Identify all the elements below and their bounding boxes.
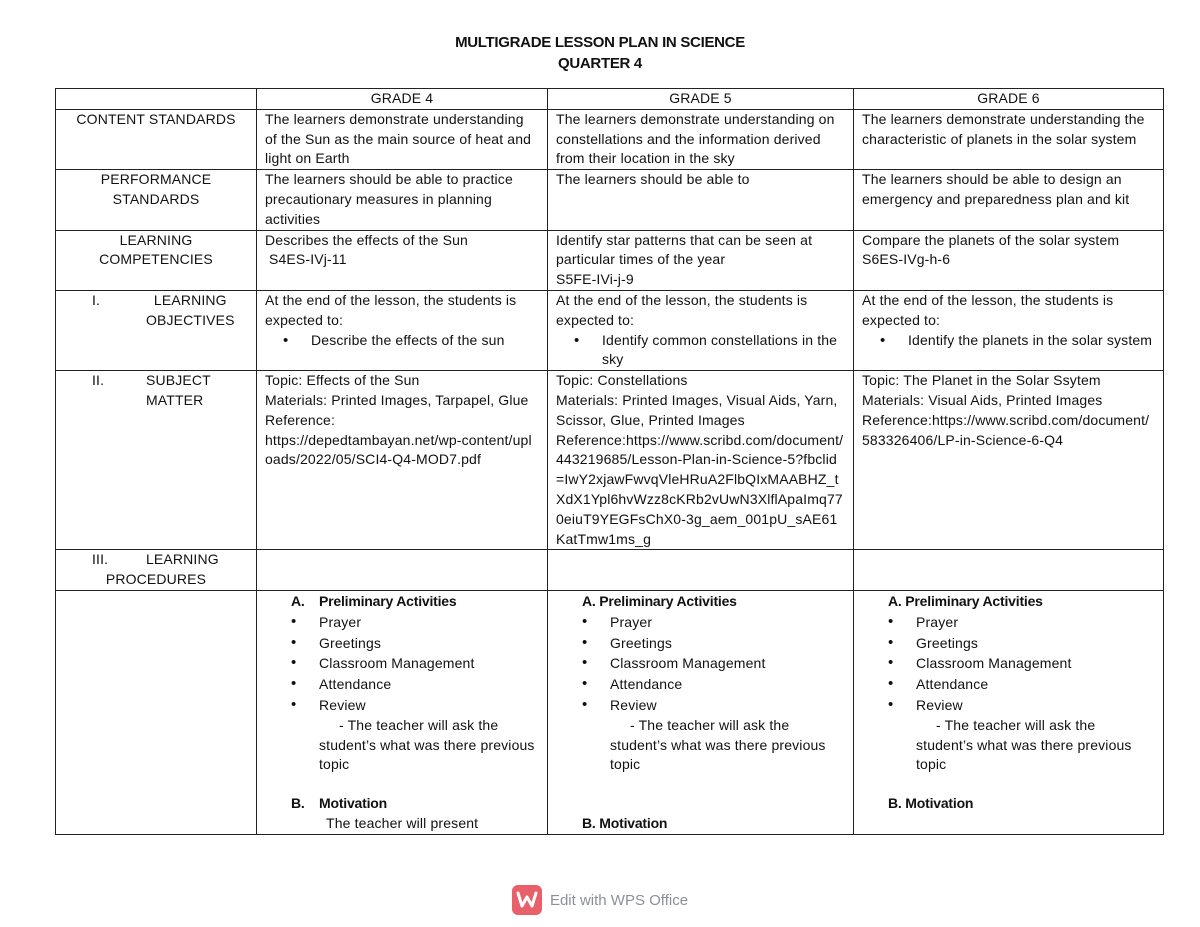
materials: Materials: Visual Aids, Printed Images xyxy=(862,391,1103,408)
label-line: LEARNING xyxy=(119,231,193,248)
section-label: LEARNING xyxy=(146,551,219,568)
subject-matter-grade-6 xyxy=(854,371,1164,550)
activity-item-prayer: • Prayer xyxy=(888,612,1155,633)
objectives-grade-6 xyxy=(854,290,1164,370)
competency-code: S4ES-IVj-11 xyxy=(269,251,347,268)
competencies-grade-5 xyxy=(548,230,854,290)
materials: Materials: Printed Images, Visual Aids, Yarn, Scissor, Glue, Printed Images xyxy=(556,391,838,428)
review-note: - The teacher will ask the student’s what was there previous topic xyxy=(610,716,826,773)
objective-intro: At the end of the lesson, the students is expected to: xyxy=(556,291,808,328)
numbered-label xyxy=(64,371,248,411)
competency-text: Describes the effects of the Sun xyxy=(265,231,468,248)
competencies-grade-6 xyxy=(854,230,1164,290)
row-label-subject-matter xyxy=(56,371,257,550)
activity-item-classroom-management: • Classroom Management xyxy=(888,653,1155,674)
motivation-text: The teacher will present xyxy=(326,814,479,831)
activity-item-prayer: • Prayer xyxy=(291,612,539,633)
activity-item-greetings: • Greetings xyxy=(582,633,845,654)
activities-grade-4 xyxy=(257,590,548,834)
activities-grade-5 xyxy=(548,590,854,834)
label-line: PERFORMANCE xyxy=(100,171,212,188)
reference-link[interactable]: Reference:https://www.scribd.com/document/583326406/LP-in-Science-6-Q4 xyxy=(862,411,1150,448)
activities-grade-6 xyxy=(854,590,1164,834)
competency-text: Identify star patterns that can be seen at particular times of the year xyxy=(556,231,813,268)
content-standards-row xyxy=(56,109,1164,169)
activity-item-classroom-management: • Classroom Management xyxy=(582,653,845,674)
activity-item-greetings: • Greetings xyxy=(888,633,1155,654)
activity-item-attendance: • Attendance xyxy=(888,674,1155,695)
section-heading-b: B. Motivation xyxy=(582,815,668,832)
grade-6-header: GRADE 6 xyxy=(854,89,1164,110)
performance-standards-grade-4: The learners should be able to practice precautionary measures in planning activities xyxy=(257,170,548,230)
objective-intro: At the end of the lesson, the students is expected to: xyxy=(265,291,517,328)
section-label: SUBJECT MATTER xyxy=(146,372,211,408)
review-note: - The teacher will ask the student’s what was there previous topic xyxy=(916,716,1132,773)
row-label-learning-competencies xyxy=(56,230,257,290)
activity-item-greetings: • Greetings xyxy=(291,633,539,654)
section-heading-a: A. Preliminary Activities xyxy=(291,592,457,609)
content-standards-grade-5: The learners demonstrate understanding on constellations and the information derived from their location in the sky xyxy=(548,109,854,169)
document-quarter: QUARTER 4 xyxy=(558,55,642,72)
competencies-grade-4 xyxy=(257,230,548,290)
topic: Topic: The Planet in the Solar Ssytem xyxy=(862,372,1101,389)
activity-item-prayer: • Prayer xyxy=(582,612,845,633)
learning-objectives-row xyxy=(56,290,1164,370)
lesson-plan-table xyxy=(55,88,1164,835)
materials: Materials: Printed Images, Tarpapel, Glue xyxy=(265,391,529,408)
section-label: LEARNING OBJECTIVES xyxy=(146,291,235,328)
row-label-content-standards: CONTENT STANDARDS xyxy=(56,109,257,169)
topic: Topic: Constellations xyxy=(556,372,688,389)
performance-standards-grade-6: The learners should be able to design an emergency and preparedness plan and kit xyxy=(854,170,1164,230)
content-standards-grade-4: The learners demonstrate understanding of the Sun as the main source of heat and light on Earth xyxy=(257,109,548,169)
header-empty-cell xyxy=(56,89,257,110)
numbered-label xyxy=(64,550,248,570)
competency-code: S5FE-IVi-j-9 xyxy=(556,271,634,288)
document-title: MULTIGRADE LESSON PLAN IN SCIENCE xyxy=(455,34,745,51)
reference-link[interactable]: https://depedtambayan.net/wp-content/uploads/2022/05/SCI4-Q4-MOD7.pdf xyxy=(265,431,532,468)
procedures-grade-5-empty xyxy=(548,550,854,591)
wps-footer-text: Edit with WPS Office xyxy=(549,891,689,909)
header-row xyxy=(56,89,1164,110)
row-label-learning-procedures xyxy=(56,550,257,591)
activity-item-review: • Review xyxy=(888,695,1155,716)
objective-item: • Describe the effects of the sun xyxy=(283,331,539,351)
objectives-grade-5 xyxy=(548,290,854,370)
learning-procedures-row xyxy=(56,550,1164,591)
label-line: COMPETENCIES xyxy=(99,251,213,268)
wps-footer[interactable] xyxy=(0,885,1200,915)
section-heading-b: B. Motivation xyxy=(291,795,387,812)
procedures-grade-6-empty xyxy=(854,550,1164,591)
reference-link[interactable]: Reference:https://www.scribd.com/document/443219685/Lesson-Plan-in-Science-5?fbclid=IwY2xjawFwvqVleHRuA2FlbQIxMAABHZ_tXdX1Ypl6hvWzz8cKRb2vUwN3XlflApaImq770eiuT9YEGFsChX0-3g_aem_001pU_sAE61KatTmw1ms_g xyxy=(556,431,844,547)
label-line: PROCEDURES xyxy=(105,571,207,588)
procedures-grade-4-empty xyxy=(257,550,548,591)
activities-row xyxy=(56,590,1164,834)
subject-matter-grade-5 xyxy=(548,371,854,550)
activity-item-review: • Review xyxy=(582,695,845,716)
label-line: STANDARDS xyxy=(112,190,200,207)
row-label-learning-objectives xyxy=(56,290,257,370)
competency-code: S6ES-IVg-h-6 xyxy=(862,251,951,268)
activity-item-attendance: • Attendance xyxy=(291,674,539,695)
numbered-label xyxy=(64,291,248,331)
section-heading-a: A. Preliminary Activities xyxy=(888,592,1043,609)
section-heading-b: B. Motivation xyxy=(888,795,974,812)
topic: Topic: Effects of the Sun xyxy=(265,372,420,389)
section-number: I. xyxy=(92,291,101,308)
performance-standards-grade-5: The learners should be able to xyxy=(548,170,854,230)
wps-logo-icon xyxy=(512,885,542,915)
performance-standards-row xyxy=(56,170,1164,230)
objective-intro: At the end of the lesson, the students is expected to: xyxy=(862,291,1114,328)
grade-4-header: GRADE 4 xyxy=(257,89,548,110)
activity-item-classroom-management: • Classroom Management xyxy=(291,653,539,674)
subject-matter-row xyxy=(56,371,1164,550)
activity-item-attendance: • Attendance xyxy=(582,674,845,695)
section-heading-a: A. Preliminary Activities xyxy=(582,592,737,609)
section-number: III. xyxy=(92,551,109,568)
content-standards-grade-6: The learners demonstrate understanding the characteristic of planets in the solar system xyxy=(854,109,1164,169)
reference-label: Reference: xyxy=(265,411,335,428)
section-number: II. xyxy=(92,372,105,389)
learning-competencies-row xyxy=(56,230,1164,290)
objective-item: • Identify the planets in the solar system xyxy=(880,331,1155,351)
activities-label-empty xyxy=(56,590,257,834)
competency-text: Compare the planets of the solar system xyxy=(862,231,1120,248)
subject-matter-grade-4 xyxy=(257,371,548,550)
grade-5-header: GRADE 5 xyxy=(548,89,854,110)
activity-item-review: • Review xyxy=(291,695,539,716)
review-note: - The teacher will ask the student’s what was there previous topic xyxy=(319,716,535,773)
objectives-grade-4 xyxy=(257,290,548,370)
row-label-performance-standards xyxy=(56,170,257,230)
objective-item: • Identify common constellations in the sky xyxy=(574,331,845,371)
